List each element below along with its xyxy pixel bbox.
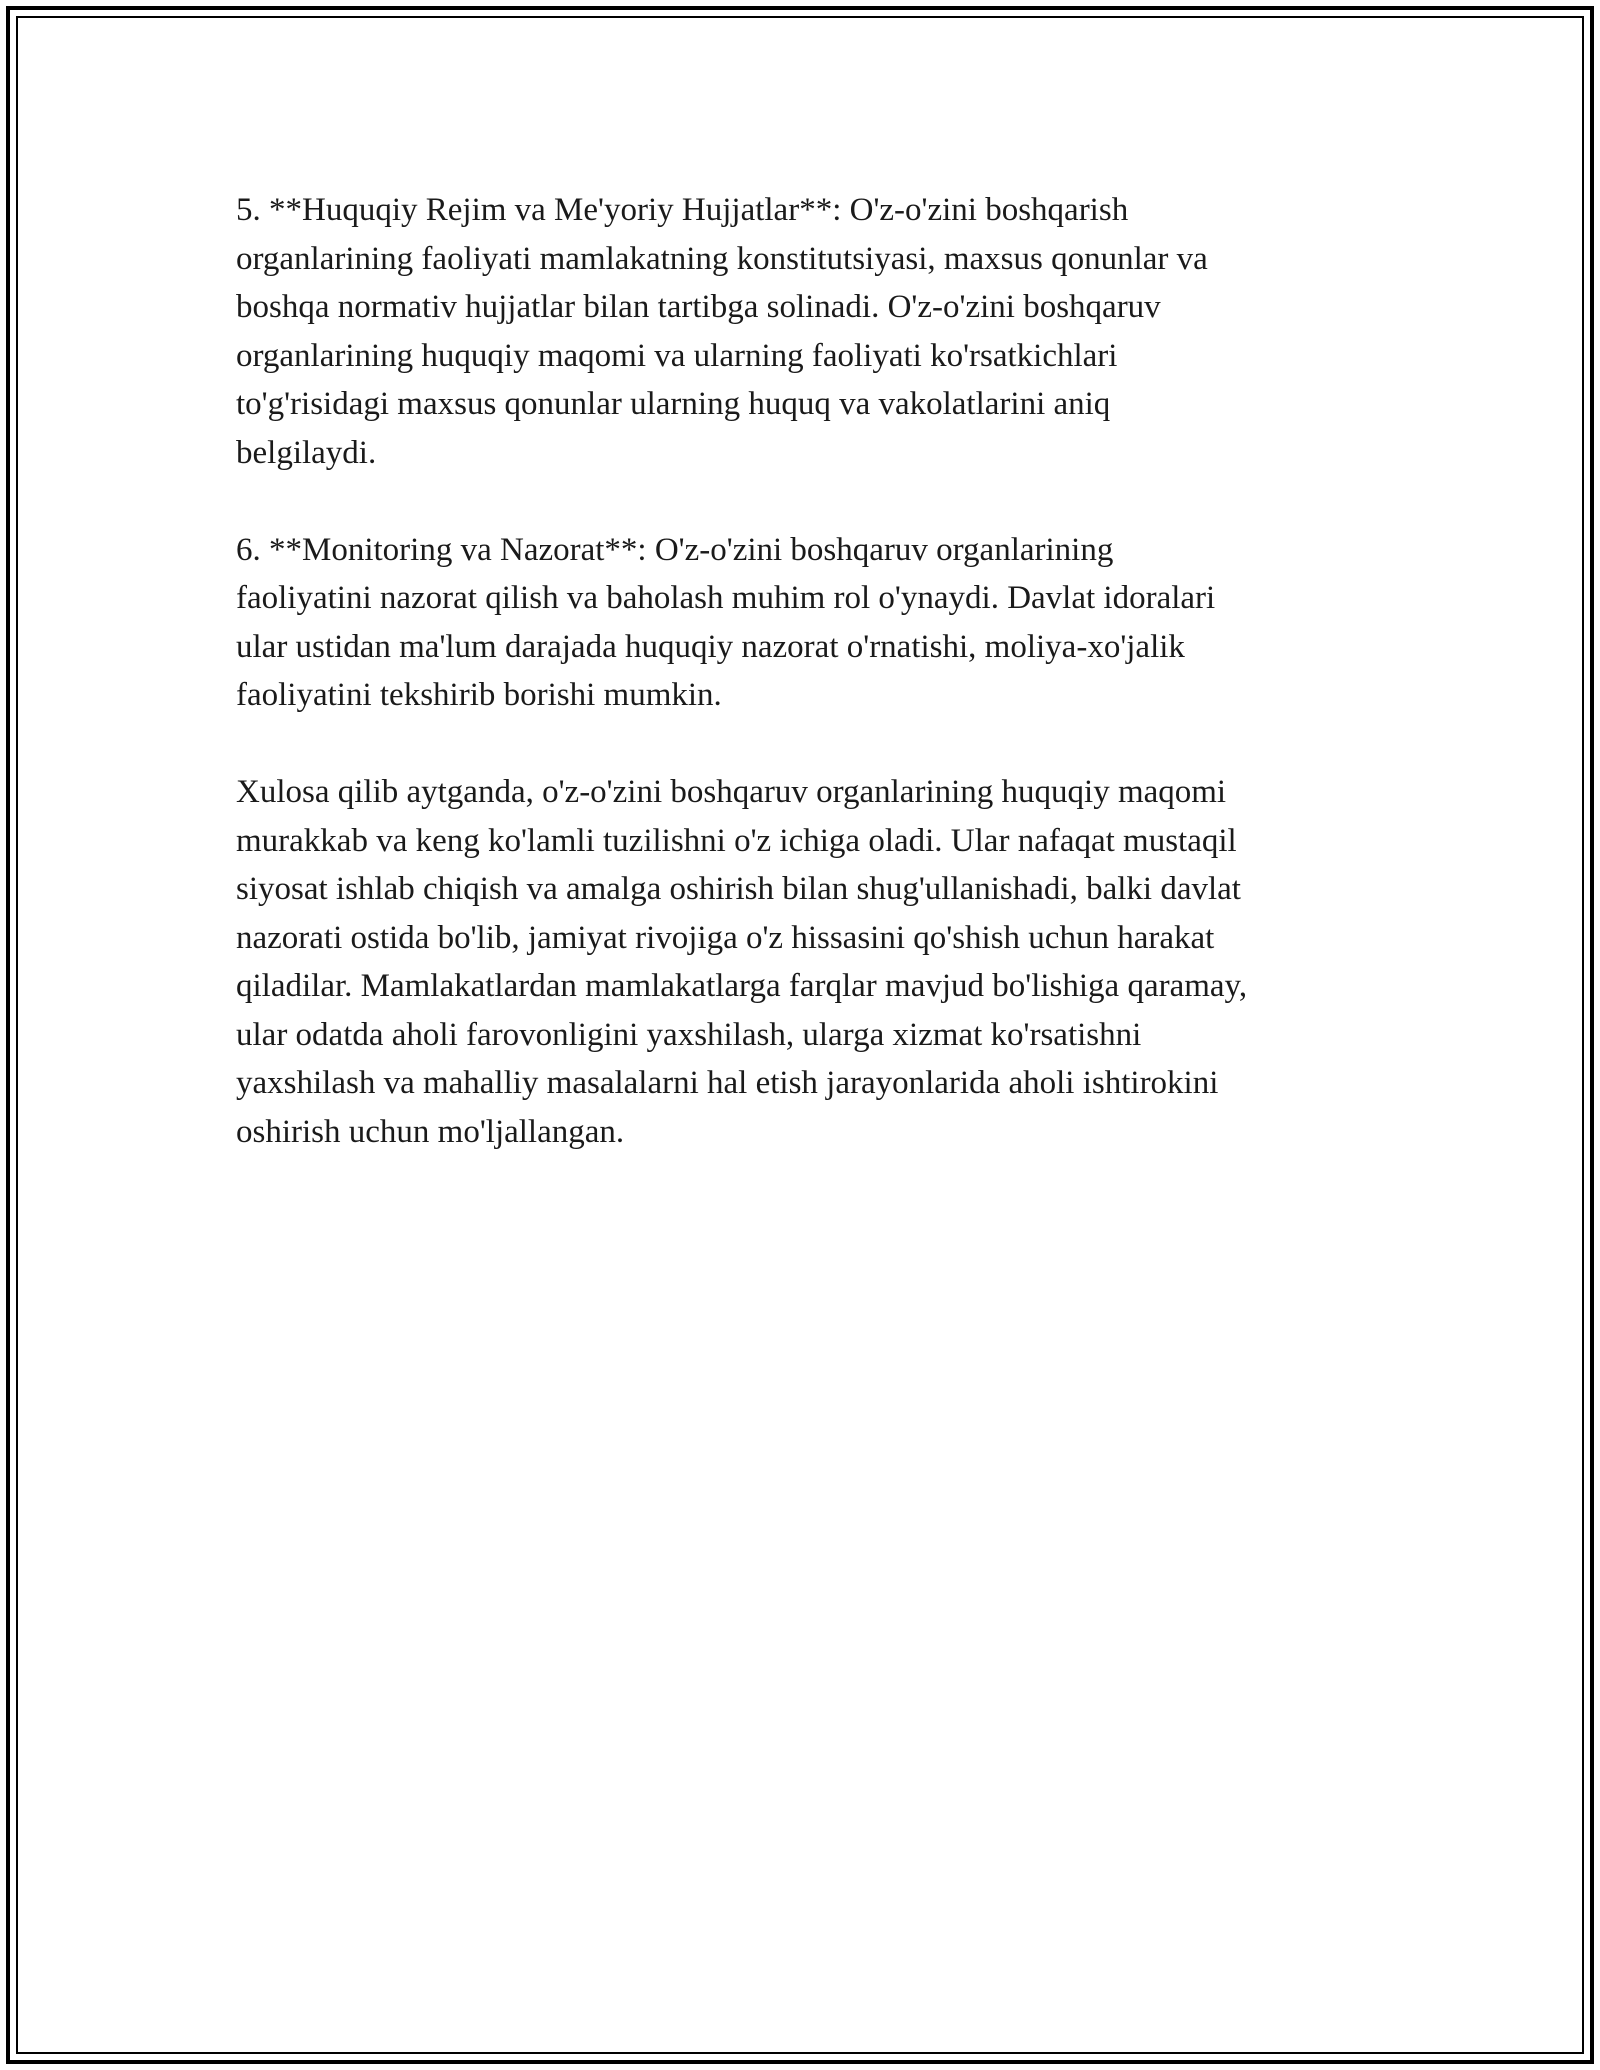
text-line: ular ustidan ma'lum darajada huquqiy nazorat o'rnatishi, moliya-xo'jalik: [236, 628, 1185, 665]
text-line: faoliyatini nazorat qilish va baholash muhim rol o'ynaydi. Davlat idoralari: [236, 580, 1216, 616]
text-line: organlarining huquqiy maqomi va ularning faoliyati ko'rsatkichlari: [236, 337, 1118, 374]
text-line: 6. **Monitoring va Nazorat**: O'z-o'zini boshqaruv organlarining: [236, 531, 1114, 568]
text-line: Xulosa qilib aytganda, o'z-o'zini boshqaruv organlarining huquqiy maqomi: [236, 774, 1227, 810]
text-line: murakkab va keng ko'lamli tuzilishni o'z ichiga oladi. Ular nafaqat mustaqil: [236, 822, 1237, 859]
text-line: to'g'risidagi maxsus qonunlar ularning huquq va vakolatlarini aniq: [236, 386, 1111, 422]
paragraph-legal-regime: [236, 186, 1376, 477]
text-line: faoliyatini tekshirib borishi mumkin.: [236, 677, 722, 713]
text-line: siyosat ishlab chiqish va amalga oshirish bilan shug'ullanishadi, balki davlat: [236, 871, 1241, 907]
document-body: [236, 186, 1376, 1205]
text-line: 5. **Huquqiy Rejim va Me'yoriy Hujjatlar**: O'z-o'zini boshqarish: [236, 192, 1129, 228]
text-line: yaxshilash va mahalliy masalalarni hal etish jarayonlarida aholi ishtirokini: [236, 1065, 1219, 1101]
paragraph-conclusion: [236, 768, 1376, 1156]
text-line: organlarining faoliyati mamlakatning konstitutsiyasi, maxsus qonunlar va: [236, 240, 1208, 277]
text-line: nazorati ostida bo'lib, jamiyat rivojiga o'z hissasini qo'shish uchun harakat: [236, 919, 1215, 956]
text-line: ular odatda aholi farovonligini yaxshilash, ularga xizmat ko'rsatishni: [236, 1016, 1142, 1053]
text-line: oshirish uchun mo'ljallangan.: [236, 1113, 625, 1150]
text-line: qiladilar. Mamlakatlardan mamlakatlarga farqlar mavjud bo'lishiga qaramay,: [236, 968, 1248, 1004]
text-line: boshqa normativ hujjatlar bilan tartibga solinadi. O'z-o'zini boshqaruv: [236, 289, 1161, 325]
text-line: belgilaydi.: [236, 434, 377, 471]
paragraph-monitoring: [236, 526, 1376, 720]
